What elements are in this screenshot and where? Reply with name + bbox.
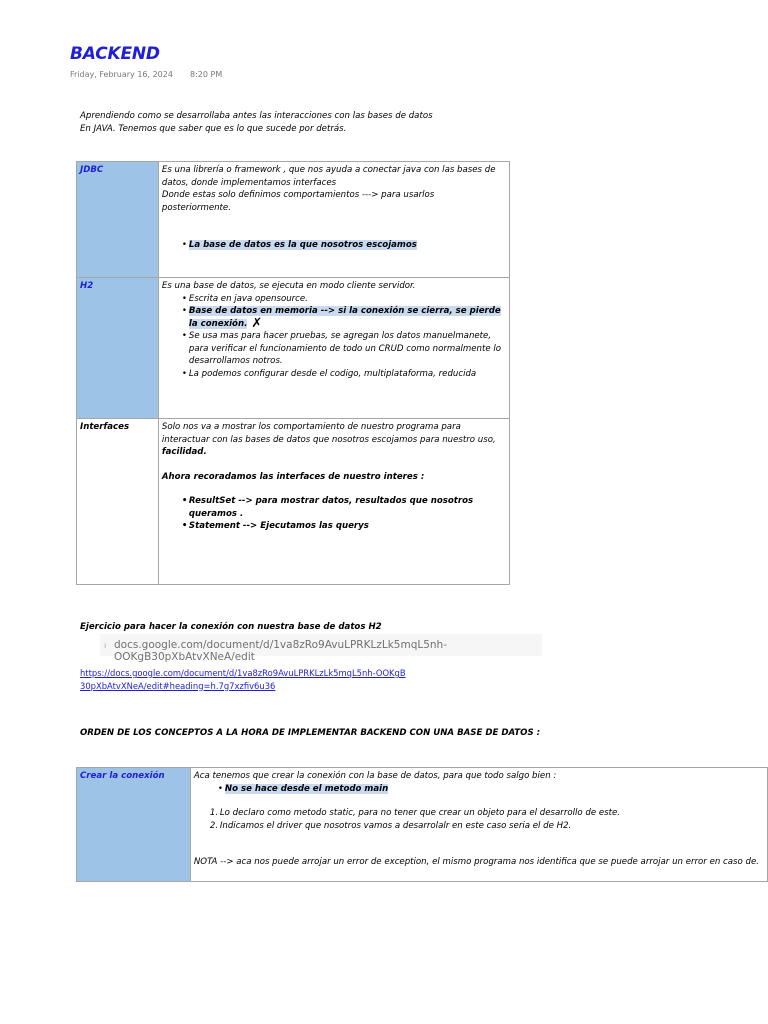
list-item: • La podemos configurar desde el codigo, multiplataforma, reducida [182, 368, 506, 381]
row-key-interfaces: Interfaces [77, 419, 159, 585]
list-item: • ResultSet --> para mostrar datos, resultados que nosotros queramos . [182, 495, 506, 520]
list-item: • La base de datos es la que nosotros escojamos [182, 239, 506, 252]
steps-table [76, 767, 768, 882]
row-key-jdbc: JDBC [77, 162, 159, 278]
list-item: • Statement --> Ejecutamos las querys [182, 520, 506, 533]
row-value-jdbc [158, 162, 509, 278]
bullet-list [218, 783, 764, 796]
cell-text: Ahora recoradamos las interfaces de nuestro interes : [161, 471, 425, 482]
row-key-h2: H2 [77, 278, 159, 419]
bullet-list [182, 293, 506, 381]
exercise-link[interactable]: https://docs.google.com/document/d/1va8zRo9AvuLPRKLzLk5mqL5nh-OOKgB30pXbAtvXNeA/edit#heading=h.7g7xzfiv6u36 [80, 668, 406, 691]
exercise-title: Ejercicio para hacer la conexión con nuestra base de datos H2 [80, 622, 382, 632]
section-heading: ORDEN DE LOS CONCEPTOS A LA HORA DE IMPLEMENTAR BACKEND CON UNA BASE DE DATOS : [80, 728, 541, 738]
intro-line: En JAVA. Tenemos que saber que es lo que sucede por detrás. [80, 123, 347, 134]
page-title: BACKEND [70, 44, 160, 64]
cell-text: Solo nos va a mostrar los comportamiento de nuestro programa para interactuar con las bases de datos que nosotros escojamos para nuestro uso, facilidad. [161, 422, 496, 457]
note-text: NOTA --> aca nos puede arrojar un error de exception, el mismo programa nos identifica que se puede arrojar un error en caso de. [193, 857, 759, 867]
link-preview[interactable] [100, 634, 542, 663]
list-item: • Se usa mas para hacer pruebas, se agregan los datos manuelmanete, para verificar el funcionamiento de todo un CRUD como normalmente lo desarrollamos notros. [182, 330, 506, 368]
cell-text: Es una librería o framework , que nos ayuda a conectar java con las bases de datos, donde implementamos interfaces [161, 165, 496, 188]
row-key-crear-conexion: Crear la conexión [77, 768, 191, 882]
row-value-h2 [158, 278, 509, 419]
link-preview-marker: ı [104, 641, 107, 650]
row-value-interfaces [158, 419, 509, 585]
intro-paragraph [80, 110, 433, 135]
list-item: 2. Indicamos el driver que nosotros vamos a desarrolalr en este caso seria el de H2. [209, 820, 572, 831]
numbered-list [210, 807, 764, 832]
cross-icon: ✗ [251, 315, 263, 331]
page-time: 8:20 PM [190, 70, 223, 79]
page-date: Friday, February 16, 2024 [70, 70, 173, 79]
list-item: • Escrita en java opensource. [182, 293, 506, 306]
table-row [77, 419, 510, 585]
table-row [77, 162, 510, 278]
cell-text: Es una base de datos, se ejecuta en modo cliente servidor. [161, 281, 416, 291]
table-row [77, 278, 510, 419]
list-item: • Base de datos en memoria --> si la conexión se cierra, se pierde la conexión. ✗ [182, 305, 506, 330]
table-row [77, 768, 768, 882]
concepts-table [76, 161, 510, 585]
row-value-crear-conexion [190, 768, 767, 882]
bullet-list [182, 239, 506, 252]
list-item: • No se hace desde el metodo main [218, 783, 764, 796]
link-preview-text: docs.google.com/document/d/1va8zRo9AvuLPRKLzLk5mqL5nh-OOKgB30pXbAtvXNeA/edit [114, 639, 447, 663]
intro-line: Aprendiendo como se desarrollaba antes las interacciones con las bases de datos [80, 111, 433, 121]
bullet-list [182, 495, 506, 533]
cell-text: Donde estas solo definimos comportamientos ---> para usarlos posteriormente. [161, 190, 435, 213]
cell-text: Aca tenemos que crear la conexión con la base de datos, para que todo salgo bien : [193, 771, 557, 781]
list-item: 1. Lo declaro como metodo static, para no tener que crear un objeto para el desarrollo de este. [209, 808, 621, 818]
